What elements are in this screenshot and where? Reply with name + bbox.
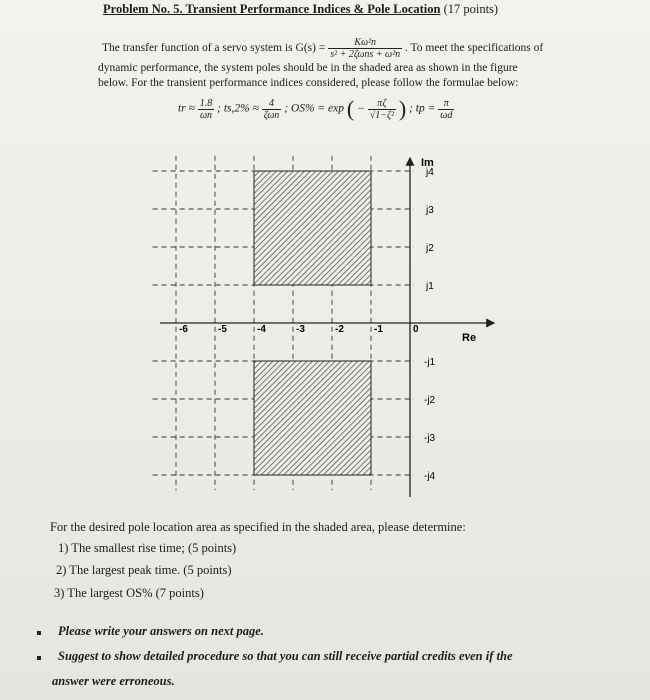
x-tick-label: -6 <box>179 324 188 335</box>
intro-line-3: below. For the transient performance indices considered, please follow the formulae below: <box>98 77 519 89</box>
open-paren-icon: ( <box>346 96 355 121</box>
y-tick-label: j3 <box>426 205 434 216</box>
y-tick-label: -j1 <box>424 357 436 368</box>
note-procedure-cont: answer were erroneous. <box>52 674 175 688</box>
peak-time-den: ωd <box>440 109 453 121</box>
y-tick-label: -j2 <box>424 395 436 406</box>
y-tick-label: -j3 <box>424 433 436 444</box>
note-procedure: Suggest to show detailed procedure so that you can still receive partial credits even if the <box>58 649 513 663</box>
re-axis-label: Re <box>462 332 477 344</box>
overshoot-label: ; OS% = exp <box>284 102 344 115</box>
settling-time-num: 4 <box>262 98 282 110</box>
tf-denominator: s² + 2ζωns + ω²n <box>330 49 401 60</box>
bullet-icon <box>37 656 41 660</box>
questions-prompt: For the desired pole location area as specified in the shaded area, please determine: <box>50 520 466 534</box>
question-item-1: 1) The smallest rise time; (5 points) <box>58 541 237 555</box>
x-tick-label: -3 <box>296 324 305 335</box>
question-item-3: 3) The largest OS% (7 points) <box>54 586 204 600</box>
x-tick-label: 0 <box>413 324 419 335</box>
close-paren-icon: ) <box>398 96 407 121</box>
overshoot-den: √1−ζ² <box>369 109 395 121</box>
rise-time-den: ωn <box>199 109 213 121</box>
rise-time-label: tr ≈ <box>178 102 195 115</box>
problem-points: (17 points) <box>443 2 499 16</box>
shaded-pole-region <box>254 171 371 285</box>
rise-time-num: 1.8 <box>199 97 213 109</box>
bullet-icon <box>37 631 41 635</box>
x-tick-label: -1 <box>374 324 383 335</box>
overshoot-num: πζ <box>368 98 396 110</box>
shaded-pole-region <box>254 361 371 475</box>
y-tick-label: j4 <box>426 167 434 178</box>
note-answers: Please write your answers on next page. <box>58 624 264 638</box>
x-tick-label: -2 <box>335 324 344 335</box>
y-tick-labels <box>424 167 436 482</box>
y-tick-label: j2 <box>426 243 434 254</box>
intro-line-1-tail: . To meet the specifications of <box>404 42 544 55</box>
peak-time-label: ; tp = <box>409 102 436 115</box>
im-axis-label: Im <box>421 157 434 169</box>
intro-line-2: dynamic performance, the system poles should be in the shaded area as shown in the figure <box>98 62 518 74</box>
question-item-2: 2) The largest peak time. (5 points) <box>56 563 232 577</box>
settling-time-label: ; ts,2% ≈ <box>217 102 259 115</box>
peak-time-num: π <box>438 98 454 110</box>
x-tick-label: -4 <box>257 324 266 335</box>
settling-time-den: ζωn <box>263 109 280 121</box>
problem-title-text: Problem No. 5. Transient Performance Indices & Pole Location <box>103 2 441 16</box>
intro-line-1-text: The transfer function of a servo system is G(s) = <box>102 42 326 55</box>
tf-numerator: Kω²n <box>328 37 402 49</box>
formula-row: tr ≈ $\frac{1.8}{\omega n}$ ; ts,2% ≈ $\frac{4}{\text{ζωn}}$ ; OS% = exp ( − $\frac{\pi\zeta}{\text{√1−ζ²}}$ ) ; tp = $\frac{\pi}{\omega d}$ <box>178 96 453 121</box>
y-tick-label: j1 <box>426 281 434 292</box>
x-tick-label: -5 <box>218 324 227 335</box>
y-tick-label: -j4 <box>424 471 436 482</box>
